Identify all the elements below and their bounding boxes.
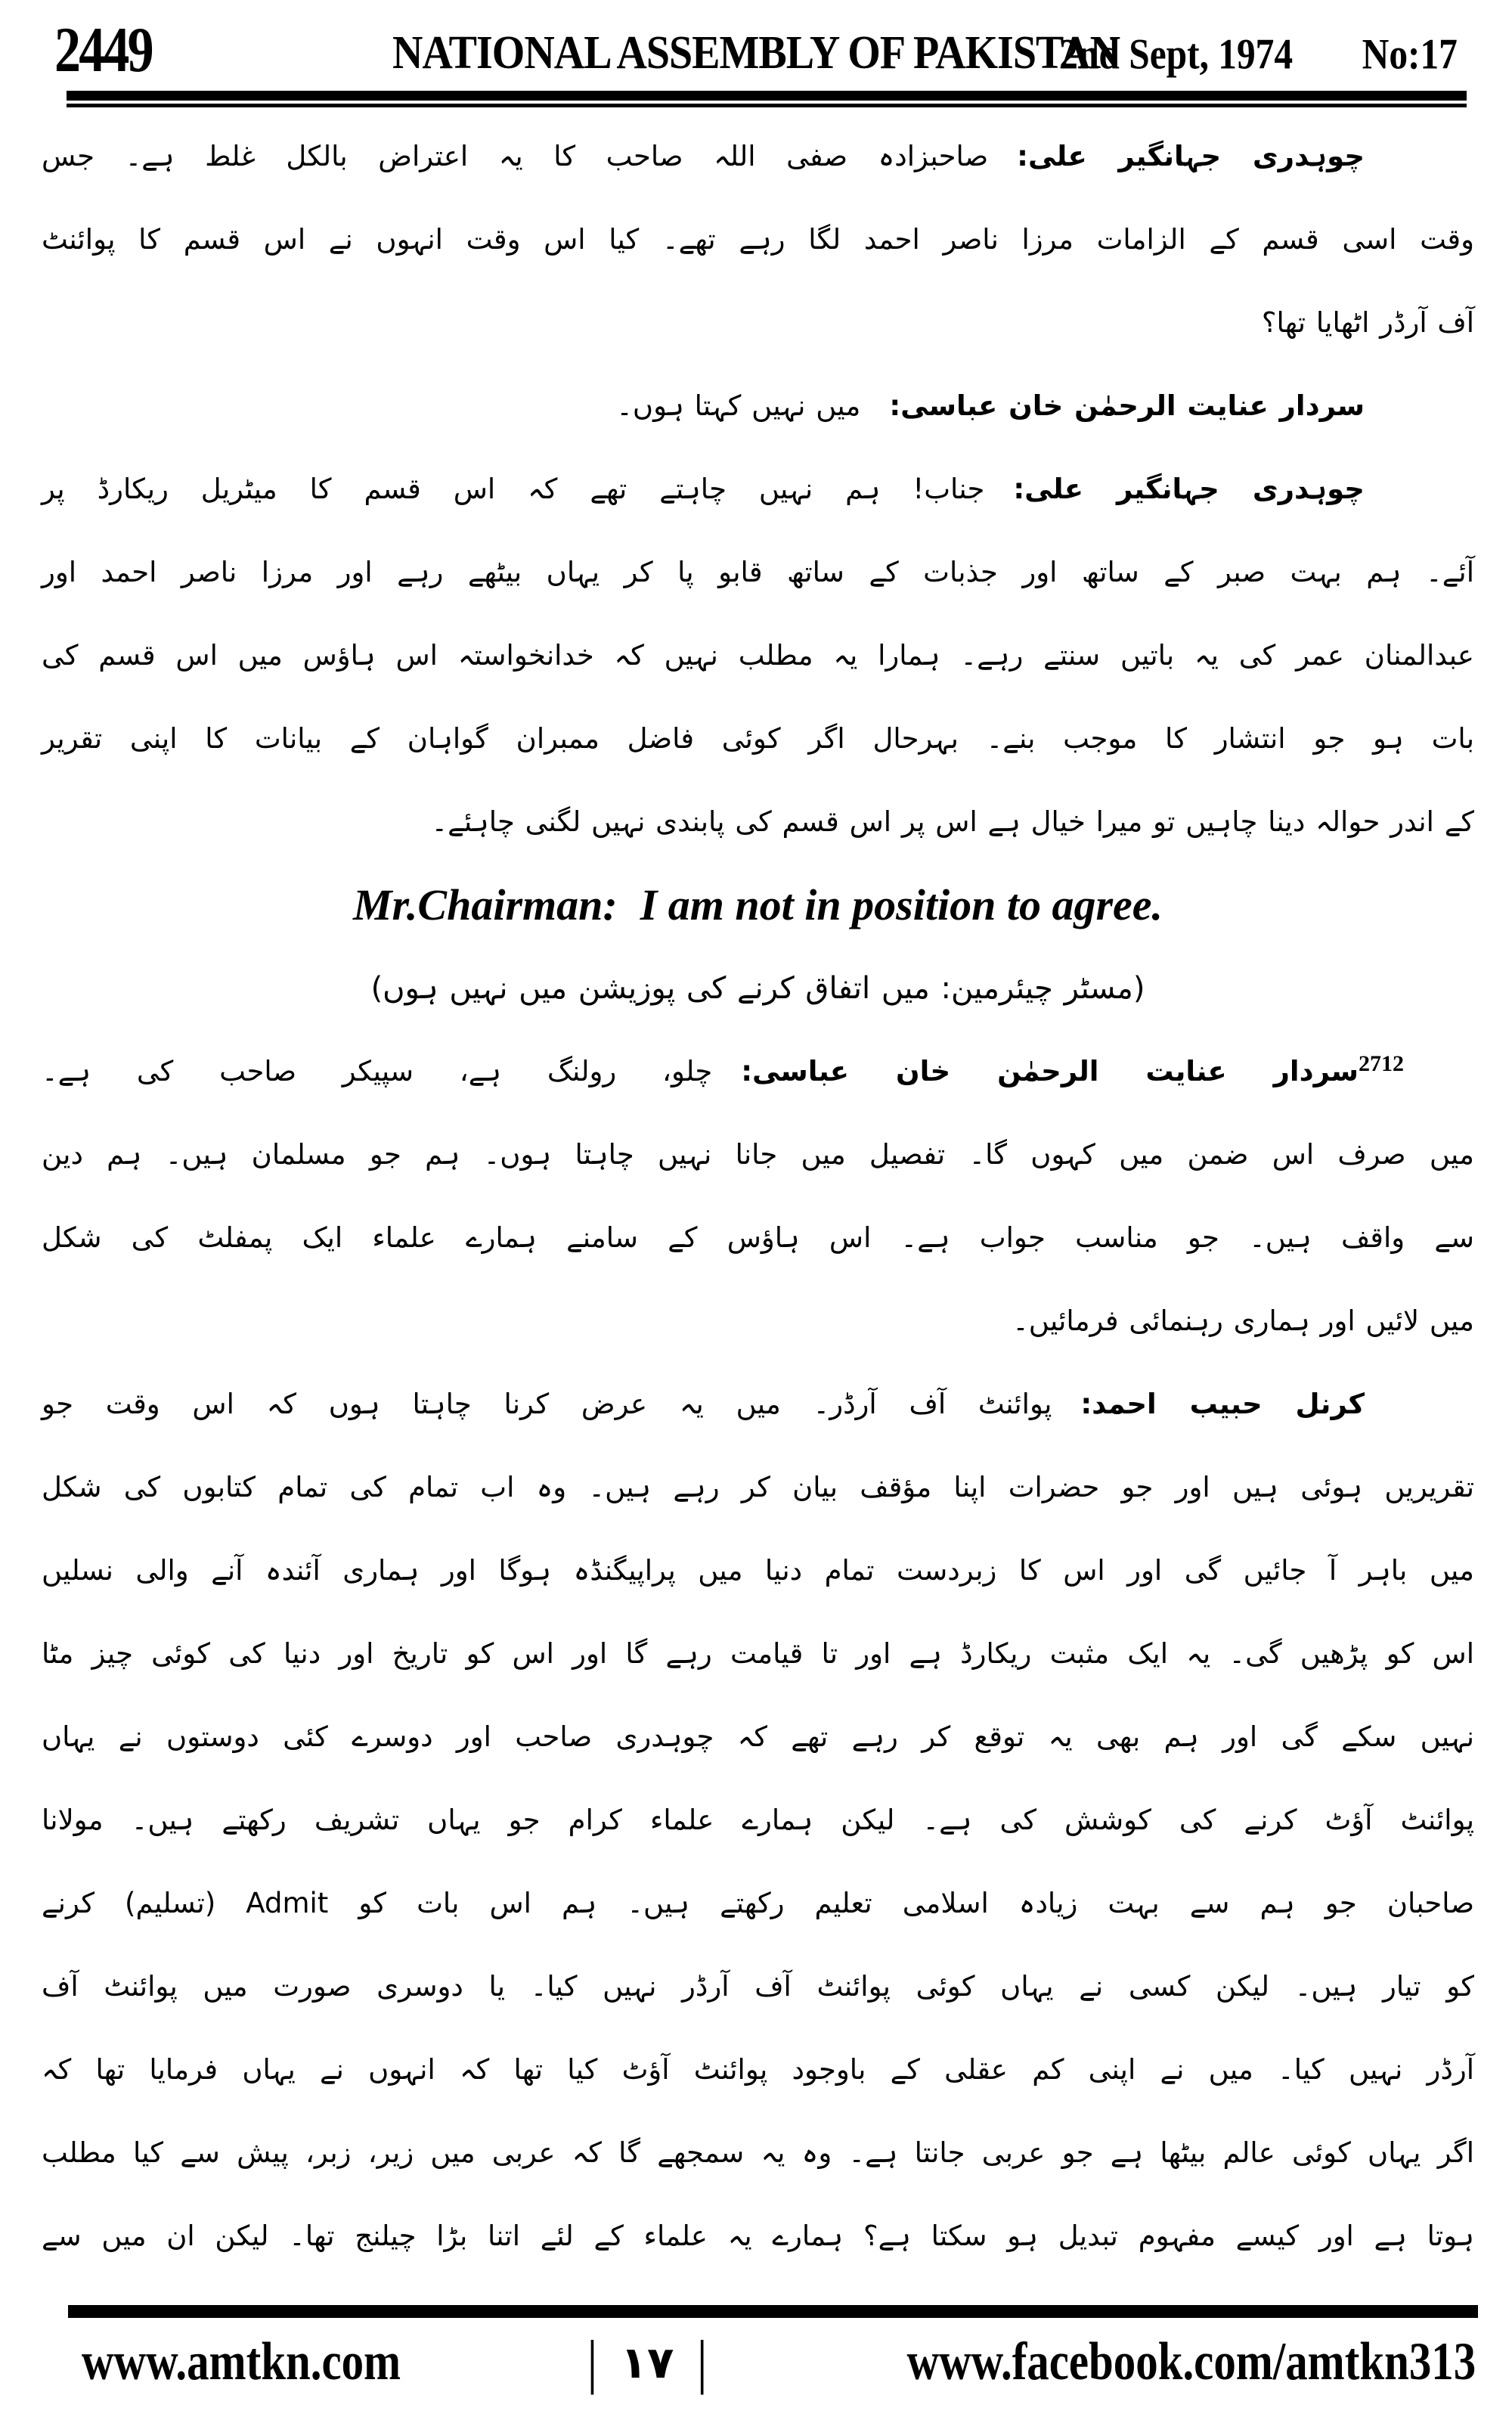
header-issue-number: No:17	[1362, 31, 1458, 79]
speech-line: عبدالمنان عمر کی یہ باتیں سنتے رہے۔ ہمارا یہ مطلب نہیں کہ خدانخواستہ اس ہاؤس میں اس قسم کی	[42, 639, 1474, 672]
header-rule-thick	[67, 91, 1467, 101]
speaker-name: Mr.Chairman:	[352, 880, 618, 929]
speech-text: چلو، رولنگ ہے، سپیکر صاحب کی ہے۔	[42, 1055, 713, 1087]
chairman-english-remark	[42, 864, 1474, 947]
speaker-name: کرنل حبیب احمد:	[1080, 1388, 1365, 1420]
speech-paragraph	[42, 365, 1474, 448]
speech-line: سے واقف ہیں۔ جو مناسب جواب ہے۔ اس ہاؤس کے سامنے ہمارے علماء ایک پمفلٹ کی شکل	[42, 1221, 1474, 1254]
speaker-name: سردار عنایت الرحمٰن خان عباسی:	[741, 1055, 1359, 1087]
speech-line	[42, 365, 1474, 448]
divider-bar: |	[696, 2328, 708, 2395]
speaker-name: سردار عنایت الرحمٰن خان عباسی:	[889, 389, 1365, 422]
speech-line: پوائنٹ آؤٹ کرنے کی کوشش کی ہے۔ لیکن ہمارے علماء کرام جو یہاں تشریف رکھتے ہیں۔ مولانا	[42, 1804, 1474, 1836]
speech-line: میں لائیں اور ہماری رہنمائی فرمائیں۔	[1012, 1305, 1474, 1337]
header-date: 2nd Sept, 1974	[1059, 31, 1293, 79]
speech-line: اس کو پڑھیں گی۔ یہ ایک مثبت ریکارڈ ہے اور تا قیامت رہے گا اور اس کو تاریخ اور دنیا کی کوئی چیز مٹا	[42, 1637, 1474, 1670]
speech-paragraph	[42, 1030, 1474, 1363]
speech-text: میں نہیں کہتا ہوں۔	[616, 389, 861, 422]
debate-transcript-body	[42, 115, 1474, 2278]
speech-line	[42, 115, 1474, 198]
speech-line: نہیں سکے گی اور ہم بھی یہ توقع کر رہے تھے کہ چوہدری صاحب اور دوسرے کئی دوستوں نے یہاں	[42, 1720, 1474, 1753]
speech-line: آف آرڈر اٹھایا تھا؟	[1261, 306, 1474, 339]
speech-line: آئے۔ ہم بہت صبر کے ساتھ اور جذبات کے ساتھ قابو پا کر یہاں بیٹھے رہے اور مرزا ناصر احمد اور	[42, 556, 1474, 588]
speech-line: کو تیار ہیں۔ لیکن کسی نے یہاں کوئی پوائنٹ آف آرڈر نہیں کیا۔ یا دوسری صورت میں پوائنٹ آف	[42, 1970, 1474, 2003]
speech-line: تقریریں ہوئی ہیں اور جو حضرات اپنا مؤقف بیان کر رہے ہیں۔ وہ اب تمام کی تمام کتابوں کی شکل	[42, 1471, 1474, 1503]
header-rule-thin	[67, 104, 1467, 107]
page-title: NATIONAL ASSEMBLY OF PAKISTAN	[392, 26, 1120, 79]
speech-paragraph	[42, 448, 1474, 864]
footer-page-marker	[587, 2328, 708, 2395]
speech-line: وقت اسی قسم کے الزامات مرزا ناصر احمد لگا رہے تھے۔ کیا اس وقت انہوں نے اس قسم کا پوائنٹ	[42, 223, 1474, 256]
speech-line	[42, 448, 1474, 531]
speech-line: کے اندر حوالہ دینا چاہیں تو میرا خیال ہے اس پر اس قسم کی پابندی نہیں لگنی چاہئے۔	[431, 805, 1474, 838]
divider-bar: |	[587, 2328, 598, 2395]
footer-page-number-urdu: ۱۷	[620, 2336, 674, 2388]
footer	[82, 2328, 1476, 2395]
speech-line	[42, 1363, 1474, 1446]
speaker-name: چوہدری جہانگیر علی:	[1013, 473, 1365, 505]
speech-text: جناب! ہم نہیں چاہتے تھے کہ اس قسم کا میٹریل ریکارڈ پر	[42, 473, 985, 505]
speech-text: پوائنٹ آف آرڈر۔ میں یہ عرض کرنا چاہتا ہوں کہ اس وقت جو	[42, 1388, 1052, 1420]
speech-line: میں باہر آ جائیں گی اور اس کا زبردست تمام دنیا میں پراپیگنڈہ ہوگا اور ہماری آئندہ آنے والی نسلیں	[42, 1554, 1474, 1587]
speech-line	[42, 1030, 1474, 1113]
footer-facebook-url: www.facebook.com/amtkn313	[906, 2332, 1476, 2392]
speech-line: اگر یہاں کوئی عالم بیٹھا ہے جو عربی جانتا ہے۔ وہ یہ سمجھے گا کہ عربی میں زیر، زبر، پیش سے کیا مطلب	[42, 2136, 1474, 2169]
speech-text: I am not in position to agree.	[640, 880, 1163, 929]
speech-line: صاحبان جو ہم سے بہت زیادہ اسلامی تعلیم رکھتے ہیں۔ ہم اس بات کو Admit (تسلیم) کرنے	[42, 1887, 1474, 1919]
speech-line: آرڈر نہیں کیا۔ میں نے اپنی کم عقلی کے باوجود پوائنٹ آؤٹ کیا تھا کہ انہوں نے یہاں فرمایا تھا کہ	[42, 2053, 1474, 2086]
speech-paragraph	[42, 115, 1474, 365]
page-number: 2449	[54, 14, 152, 86]
speech-line: ہوتا ہے اور کیسے مفہوم تبدیل ہو سکتا ہے؟ ہمارے یہ علماء کے لئے اتنا بڑا چیلنج تھا۔ لیکن ان میں سے	[42, 2220, 1474, 2252]
chairman-urdu-translation: (مسٹر چیئرمین: میں اتفاق کرنے کی پوزیشن میں نہیں ہوں)	[370, 971, 1145, 1006]
speaker-name: چوہدری جہانگیر علی:	[1017, 140, 1365, 172]
speech-line: بات ہو جو انتشار کا موجب بنے۔ بہرحال اگر کوئی فاضل ممبران گواہان کے بیانات کا اپنی تقریر	[42, 722, 1474, 755]
speech-paragraph	[42, 1363, 1474, 2278]
footer-rule	[68, 2305, 1478, 2318]
footer-website-url: www.amtkn.com	[82, 2332, 401, 2392]
reference-superscript: 2712	[1359, 1050, 1404, 1076]
speech-text: صاحبزادہ صفی اللہ صاحب کا یہ اعتراض بالکل غلط ہے۔ جس	[42, 140, 989, 172]
speech-line: میں صرف اس ضمن میں کہوں گا۔ تفصیل میں جانا نہیں چاہتا ہوں۔ ہم جو مسلمان ہیں۔ ہم دین	[42, 1138, 1474, 1171]
